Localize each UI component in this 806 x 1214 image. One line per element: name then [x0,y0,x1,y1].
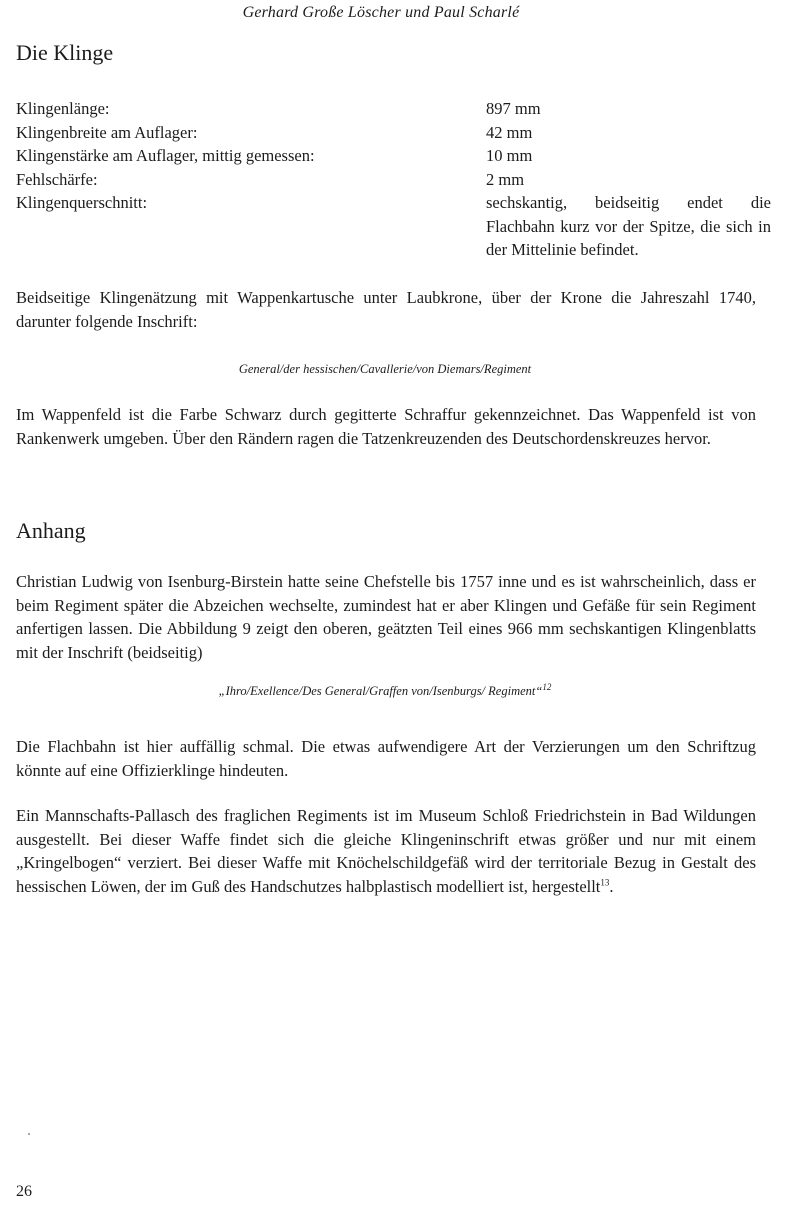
spec-value: 897 mm [486,99,541,118]
spec-value: 2 mm [486,169,525,189]
inscription-isenburg [0,681,770,699]
spec-label: Klingenbreite am Auflager: [16,122,198,142]
spec-label: Klingenquerschnitt: [16,193,148,212]
section-heading-klinge: Die Klinge [16,40,114,65]
spec-label: Fehlschärfe: [16,169,98,189]
inscription-text: „Ihro/Exellence/Des General/Graffen von/Isenburgs/ Regiment“ [218,684,543,698]
paragraph-coat-of-arms: Im Wappenfeld ist die Farbe Schwarz durch gegitterte Schraffur gekennzeichnet. Das Wappenfeld ist von Rankenwerk umgeben. Über den Rändern ragen die Tatzenkreuzenden des Deutschordenskreuzes hervor. [16,405,756,448]
spec-label: Klingenlänge: [16,99,110,118]
spec-row [16,168,776,192]
paragraph-pallasch [16,804,756,898]
footnote-marker: 13 [600,877,610,887]
spec-row [16,97,776,121]
page-number: 26 [16,1183,32,1200]
paragraph-isenburg: Christian Ludwig von Isenburg-Birstein hatte seine Chefstelle bis 1757 inne und es ist wahrscheinlich, dass er beim Regiment später die Abzeichen wechselte, zumindest hat er aber Klingen und Gefäße für sein Regiment anfertigen lassen. Die Abbildung 9 zeigt den oberen, geätzten Teil eines 966 mm sechskantigen Klingenblatts mit der Inschrift (beidseitig) [16,572,756,662]
paragraph-etching: Beidseitige Klingenätzung mit Wappenkartusche unter Laubkrone, über der Krone die Jahreszahl 1740, darunter folgende Inschrift: [16,288,756,331]
spec-value: sechskantig, beidseitig endet die Flachbahn kurz vor der Spitze, die sich in der Mittelinie befindet. [486,193,771,259]
section-heading-anhang: Anhang [16,518,86,543]
spec-row [16,144,776,168]
running-header: Gerhard Große Löscher und Paul Scharlé [242,4,520,21]
spec-value: 42 mm [486,122,533,142]
spec-value: 10 mm [486,146,533,165]
scan-speck [28,1133,30,1135]
inscription-diemar: General/der hessischen/Cavallerie/von Diemars/Regiment [238,362,532,376]
paragraph-text: Ein Mannschafts-Pallasch des fraglichen Regiments ist im Museum Schloß Friedrichstein in Bad Wildungen ausgestellt. Bei dieser Waffe findet sich die gleiche Klingeninschrift etwas größer und nur mit einem „Kringelbogen“ verziert. Bei dieser Waffe mit Knöchelschildgefäß wird der territoriale Bezug in Gestalt des hessischen Löwen, der im Guß des Handschutzes halbplastisch modelliert ist, hergestellt [16,806,756,896]
footnote-marker: 12 [542,681,552,692]
paragraph-flachbahn: Die Flachbahn ist hier auffällig schmal. Die etwas aufwendigere Art der Verzierungen um den Schriftzug könnte auf eine Offizierklinge hindeuten. [16,737,756,780]
spec-label: Klingenstärke am Auflager, mittig gemessen: [16,146,315,165]
blade-specifications [16,97,776,262]
paragraph-end: . [609,876,614,896]
spec-row [16,191,776,262]
spec-row [16,121,776,145]
